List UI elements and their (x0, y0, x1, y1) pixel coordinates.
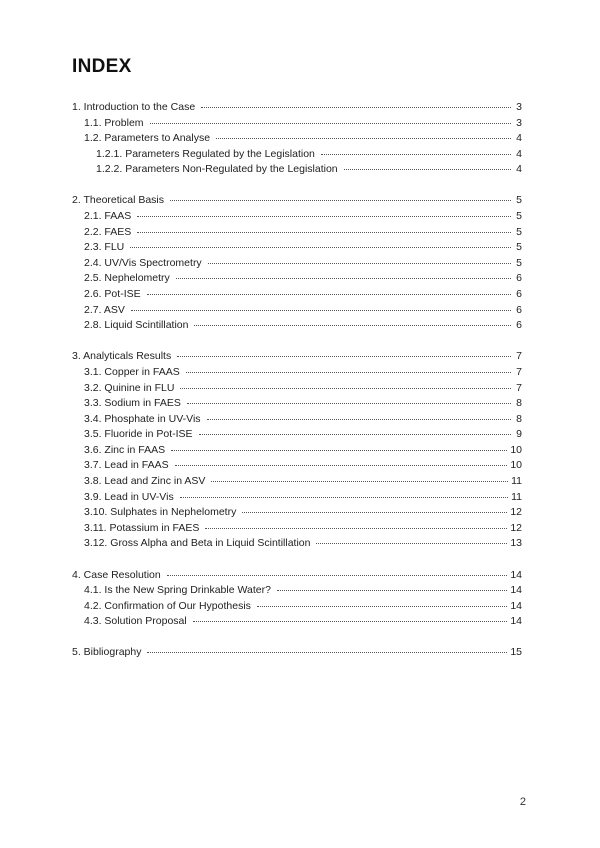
toc-entry-label: 4. Case Resolution (72, 568, 161, 581)
toc-entry-page: 6 (516, 303, 522, 316)
toc-entry-label: 3. Analyticals Results (72, 350, 172, 363)
toc-entry-page: 8 (516, 397, 522, 410)
dot-leader (321, 154, 511, 155)
toc-entry-page: 7 (516, 350, 522, 363)
toc-entry-label: 1.2.2. Parameters Non-Regulated by the Legislation (96, 163, 338, 176)
dot-leader (344, 169, 511, 170)
dot-leader (211, 481, 508, 482)
toc-entry[interactable] (72, 240, 522, 256)
dot-leader (257, 606, 507, 607)
toc-entry-page: 3 (516, 116, 522, 129)
dot-leader (277, 590, 507, 591)
toc-entry[interactable] (72, 599, 522, 615)
toc-entry-label: 2.1. FAAS (84, 210, 132, 223)
toc-entry-label: 2.7. ASV (84, 303, 125, 316)
toc-entry[interactable] (72, 381, 522, 397)
dot-leader (180, 497, 508, 498)
toc-entry[interactable] (72, 427, 522, 443)
toc-entry-page: 7 (516, 381, 522, 394)
toc-entry[interactable] (72, 116, 522, 132)
toc-entry-page: 5 (516, 194, 522, 207)
toc-entry-page: 3 (516, 101, 522, 113)
toc-entry-page: 5 (516, 210, 522, 223)
toc-entry[interactable] (72, 443, 522, 459)
toc-entry-label: 3.11. Potassium in FAES (84, 521, 200, 534)
toc-entry[interactable] (72, 396, 522, 412)
dot-leader (180, 388, 511, 389)
toc-entry[interactable] (72, 303, 522, 319)
dot-leader (137, 232, 511, 233)
table-of-contents (72, 100, 522, 677)
toc-entry-page: 14 (510, 615, 522, 628)
toc-entry[interactable] (72, 162, 522, 178)
toc-entry-label: 4.1. Is the New Spring Drinkable Water? (84, 584, 271, 597)
dot-leader (201, 107, 511, 108)
dot-leader (137, 216, 511, 217)
toc-entry-page: 15 (510, 646, 522, 659)
toc-entry-page: 4 (516, 163, 522, 176)
toc-entry[interactable] (72, 209, 522, 225)
dot-leader (171, 450, 507, 451)
toc-section (72, 645, 522, 661)
toc-entry[interactable] (72, 193, 522, 209)
dot-leader (147, 294, 511, 295)
dot-leader (208, 263, 511, 264)
toc-entry-label: 2.5. Nephelometry (84, 272, 170, 285)
toc-entry-label: 3.4. Phosphate in UV-Vis (84, 412, 201, 425)
toc-entry-page: 10 (510, 443, 522, 456)
dot-leader (130, 247, 511, 248)
dot-leader (177, 356, 511, 357)
toc-entry[interactable] (72, 100, 522, 116)
toc-entry-label: 2. Theoretical Basis (72, 194, 165, 207)
toc-entry-page: 8 (516, 412, 522, 425)
toc-entry-label: 3.2. Quinine in FLU (84, 381, 175, 394)
toc-entry-label: 3.5. Fluoride in Pot-ISE (84, 428, 193, 441)
dot-leader (205, 528, 507, 529)
toc-entry[interactable] (72, 287, 522, 303)
toc-entry[interactable] (72, 256, 522, 272)
toc-entry-label: 3.8. Lead and Zinc in ASV (84, 475, 206, 488)
page-number: 2 (519, 796, 526, 808)
toc-entry-label: 3.1. Copper in FAAS (84, 365, 180, 378)
toc-entry[interactable] (72, 505, 522, 521)
toc-entry[interactable] (72, 412, 522, 428)
toc-entry-page: 9 (516, 428, 522, 441)
dot-leader (170, 200, 511, 201)
toc-entry-page: 12 (510, 521, 522, 534)
dot-leader (150, 123, 511, 124)
dot-leader (175, 465, 508, 466)
toc-entry-page: 11 (511, 475, 522, 488)
toc-entry[interactable] (72, 131, 522, 147)
toc-section (72, 568, 522, 630)
dot-leader (199, 434, 511, 435)
toc-entry-page: 6 (516, 319, 522, 332)
toc-entry-label: 2.4. UV/Vis Spectrometry (84, 256, 202, 269)
toc-entry[interactable] (72, 583, 522, 599)
dot-leader (187, 403, 511, 404)
toc-entry-label: 2.8. Liquid Scintillation (84, 319, 189, 332)
toc-entry[interactable] (72, 645, 522, 661)
toc-entry[interactable] (72, 458, 522, 474)
toc-entry[interactable] (72, 614, 522, 630)
toc-entry-label: 1. Introduction to the Case (72, 101, 196, 113)
toc-entry-label: 1.2. Parameters to Analyse (84, 132, 211, 145)
toc-entry[interactable] (72, 521, 522, 537)
dot-leader (194, 325, 511, 326)
toc-entry-page: 14 (510, 584, 522, 597)
toc-entry-page: 12 (510, 506, 522, 519)
toc-entry-page: 14 (510, 568, 522, 581)
toc-entry-page: 4 (516, 132, 522, 145)
toc-section (72, 349, 522, 552)
toc-entry-page: 5 (516, 241, 522, 254)
toc-entry[interactable] (72, 365, 522, 381)
toc-entry-label: 3.6. Zinc in FAAS (84, 443, 166, 456)
dot-leader (242, 512, 507, 513)
toc-entry-label: 3.9. Lead in UV-Vis (84, 490, 174, 503)
toc-entry[interactable] (72, 536, 522, 552)
dot-leader (316, 543, 507, 544)
toc-section (72, 100, 522, 178)
toc-entry-page: 11 (511, 490, 522, 503)
toc-entry[interactable] (72, 271, 522, 287)
toc-entry-label: 5. Bibliography (72, 646, 142, 659)
page-title: INDEX (72, 56, 132, 77)
toc-entry-page: 7 (516, 365, 522, 378)
toc-entry-label: 2.6. Pot-ISE (84, 288, 141, 301)
dot-leader (186, 372, 511, 373)
dot-leader (216, 138, 511, 139)
toc-entry-label: 3.12. Gross Alpha and Beta in Liquid Scintillation (84, 537, 311, 550)
toc-entry-page: 6 (516, 288, 522, 301)
toc-entry-label: 2.2. FAES (84, 225, 132, 238)
toc-entry-page: 13 (510, 537, 522, 550)
toc-entry-page: 14 (510, 599, 522, 612)
toc-entry-label: 4.2. Confirmation of Our Hypothesis (84, 599, 251, 612)
dot-leader (193, 621, 508, 622)
toc-entry[interactable] (72, 490, 522, 506)
toc-entry-label: 3.3. Sodium in FAES (84, 397, 181, 410)
toc-entry[interactable] (72, 474, 522, 490)
toc-entry-page: 5 (516, 225, 522, 238)
toc-section (72, 193, 522, 333)
dot-leader (147, 652, 507, 653)
toc-entry-label: 1.2.1. Parameters Regulated by the Legislation (96, 147, 315, 160)
dot-leader (176, 278, 511, 279)
toc-entry[interactable] (72, 225, 522, 241)
toc-entry[interactable] (72, 318, 522, 334)
toc-entry-page: 4 (516, 147, 522, 160)
toc-entry-page: 5 (516, 256, 522, 269)
toc-entry-label: 1.1. Problem (84, 116, 144, 129)
toc-entry-label: 3.10. Sulphates in Nephelometry (84, 506, 237, 519)
toc-entry-page: 6 (516, 272, 522, 285)
dot-leader (167, 575, 508, 576)
toc-entry[interactable] (72, 568, 522, 584)
toc-entry-label: 2.3. FLU (84, 241, 125, 254)
toc-entry[interactable] (72, 147, 522, 163)
toc-entry[interactable] (72, 349, 522, 365)
dot-leader (131, 310, 511, 311)
toc-entry-page: 10 (510, 459, 522, 472)
toc-entry-label: 4.3. Solution Proposal (84, 615, 187, 628)
dot-leader (207, 419, 511, 420)
toc-entry-label: 3.7. Lead in FAAS (84, 459, 169, 472)
